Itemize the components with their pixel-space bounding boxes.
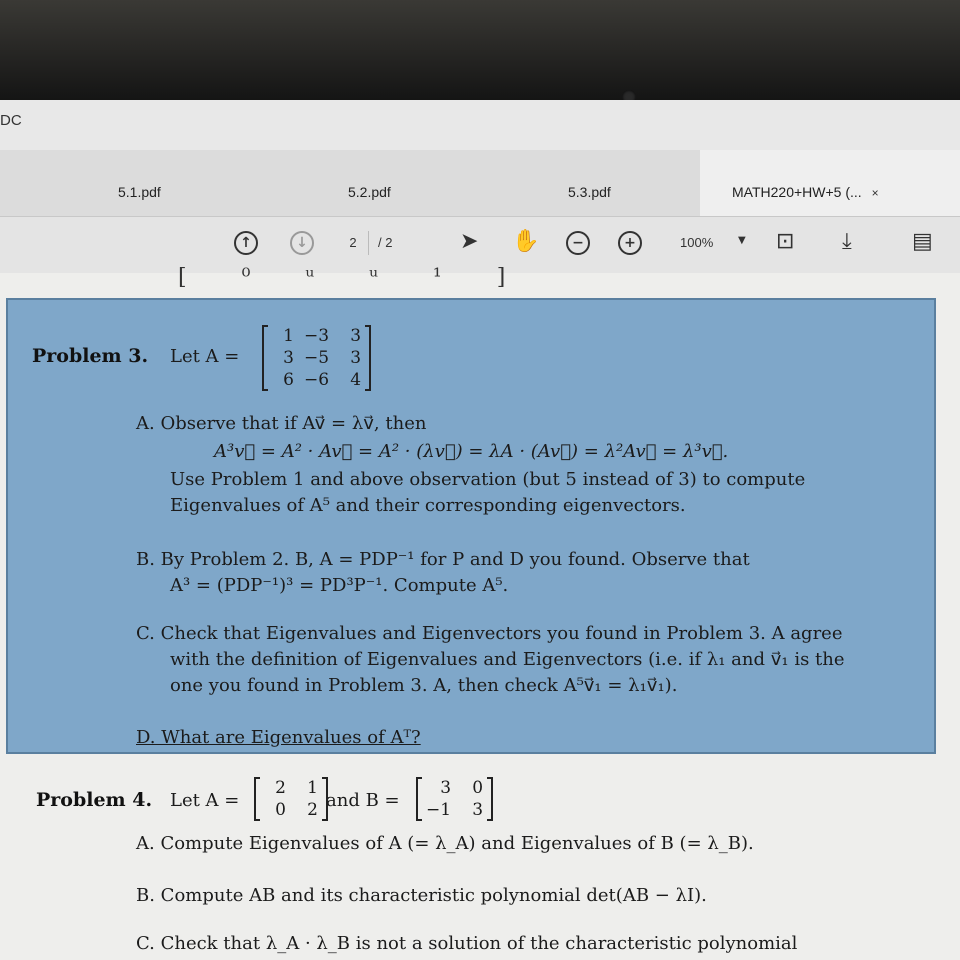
plus-icon: +: [624, 235, 636, 251]
matrix-cell: 3: [350, 348, 362, 368]
part-b-line-1: B. By Problem 2. B, A = PDP⁻¹ for P and D you found. Observe that: [136, 549, 750, 570]
matrix-A-3x3: [262, 325, 371, 391]
matrix-row: [264, 777, 318, 799]
matrix-cell: 0: [275, 800, 286, 820]
part-a-line-4: Eigenvalues of A⁵ and their corresponding eigenvectors.: [170, 495, 686, 516]
matrix-row: [272, 369, 361, 391]
matrix-cell: −5: [304, 348, 330, 368]
laptop-bezel: [0, 0, 960, 110]
title-fragment: DC: [0, 112, 22, 129]
p4-part-a: A. Compute Eigenvalues of A (= λ_A) and Eigenvalues of B (= λ_B).: [136, 833, 754, 854]
matrix-cell: 3: [350, 326, 362, 346]
part-c-line-1: C. Check that Eigenvalues and Eigenvectors you found in Problem 3. A agree: [136, 623, 843, 644]
tab-label: 5.1.pdf: [118, 184, 161, 200]
part-d-line: D. What are Eigenvalues of Aᵀ?: [136, 727, 421, 748]
fit-page-icon[interactable]: ⊡: [776, 229, 795, 254]
problem-3-intro: Let A =: [170, 346, 240, 367]
tab-label: 5.2.pdf: [348, 184, 391, 200]
matrix-cell: 6: [283, 370, 294, 390]
select-tool-icon[interactable]: ➤: [460, 229, 479, 254]
matrix-cell: −3: [304, 326, 330, 346]
chevron-down-icon[interactable]: ▼: [738, 235, 746, 246]
pdf-page: [0, 265, 960, 960]
matrix-row: [272, 325, 361, 347]
tab-math220-hw5[interactable]: [732, 184, 879, 200]
arrow-down-icon: ↓: [296, 235, 308, 251]
matrix-cell: −1: [426, 800, 452, 820]
page-total: / 2: [378, 235, 393, 250]
and-B-label: and B =: [326, 790, 400, 811]
p4-part-b: B. Compute AB and its characteristic polynomial det(AB − λI).: [136, 885, 707, 906]
previous-matrix-fragment: [ ⁰ ᵘ ᵘ ¹ ]: [178, 265, 530, 290]
screen: [0, 100, 960, 960]
tab-5-3[interactable]: [568, 184, 611, 200]
arrow-up-icon: ↑: [240, 235, 252, 251]
matrix-cell: 1: [283, 326, 294, 346]
matrix-row: [264, 799, 318, 821]
matrix-cell: −6: [304, 370, 330, 390]
page-number-input[interactable]: 2: [338, 231, 369, 255]
zoom-in-button[interactable]: [618, 231, 642, 255]
part-c-line-3: one you found in Problem 3. A, then check A⁵v⃗₁ = λ₁v⃗₁).: [170, 675, 678, 696]
part-b-line-2: A³ = (PDP⁻¹)³ = PD³P⁻¹. Compute A⁵.: [170, 575, 509, 596]
part-a-line-1: A. Observe that if Av⃗ = λv⃗, then: [136, 413, 427, 434]
matrix-cell: 2: [307, 800, 318, 820]
download-icon[interactable]: ⤓: [842, 229, 852, 254]
zoom-out-button[interactable]: [566, 231, 590, 255]
part-a-line-3: Use Problem 1 and above observation (but 5 instead of 3) to compute: [170, 469, 806, 490]
matrix-row: [272, 347, 361, 369]
tab-label: MATH220+HW+5 (...: [732, 184, 862, 200]
problem-4-intro: Let A =: [170, 790, 240, 811]
matrix-cell: 2: [275, 778, 286, 798]
close-icon[interactable]: ×: [871, 186, 879, 200]
problem-3-label: Problem 3.: [32, 345, 149, 367]
matrix-A-2x2: [254, 777, 328, 821]
part-c-line-2: with the definition of Eigenvalues and Eigenvectors (i.e. if λ₁ and v⃗₁ is the: [170, 649, 845, 670]
matrix-cell: 3: [440, 778, 452, 798]
part-a-equation: A³v⃗ = A² · Av⃗ = A² · (λv⃗) = λA · (Av⃗) = λ²Av⃗ = λ³v⃗.: [214, 441, 729, 462]
window-title: [0, 112, 22, 129]
matrix-row: [426, 777, 483, 799]
next-page-button[interactable]: [290, 231, 314, 255]
matrix-B-2x2: [416, 777, 493, 821]
tab-label: 5.3.pdf: [568, 184, 611, 200]
comment-icon[interactable]: ▤: [912, 229, 933, 254]
matrix-cell: 0: [472, 778, 484, 798]
zoom-level[interactable]: 100%: [680, 235, 714, 250]
active-tab-bg: [700, 150, 960, 216]
tab-5-2[interactable]: [348, 184, 391, 200]
tab-bar: [0, 150, 960, 217]
problem-4-label: Problem 4.: [36, 789, 153, 811]
matrix-row: [426, 799, 483, 821]
matrix-cell: 3: [472, 800, 484, 820]
matrix-cell: 4: [350, 370, 362, 390]
tab-5-1[interactable]: [118, 184, 161, 200]
minus-icon: −: [572, 235, 584, 251]
p4-part-c: C. Check that λ_A · λ_B is not a solution of the characteristic polynomial: [136, 933, 798, 954]
matrix-cell: 3: [283, 348, 294, 368]
hand-tool-icon[interactable]: ✋: [512, 229, 540, 254]
matrix-cell: 1: [307, 778, 318, 798]
prev-page-button[interactable]: [234, 231, 258, 255]
